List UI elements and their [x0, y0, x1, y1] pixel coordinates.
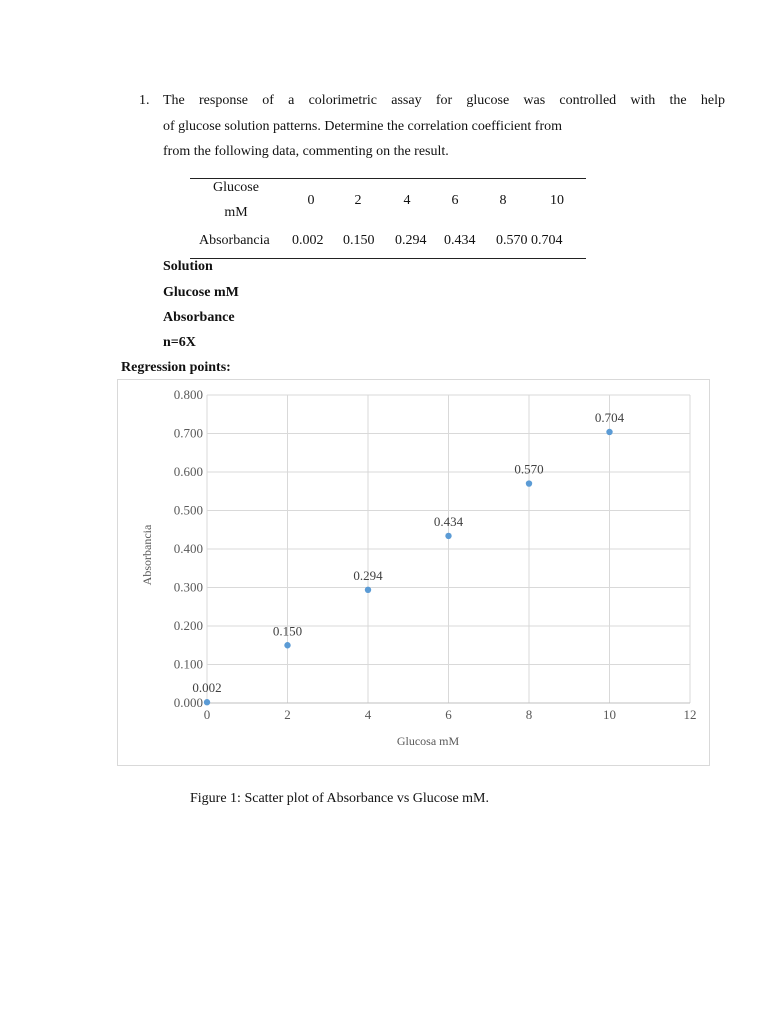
y-tick-label: 0.600 [173, 464, 203, 479]
table-cell-glucose: 4 [403, 193, 411, 208]
table-cell-glucose: 10 [550, 193, 564, 208]
y-tick-label: 0.200 [173, 618, 203, 633]
data-point [204, 699, 210, 705]
figure-caption: Figure 1: Scatter plot of Absorbance vs Glucose mM. [190, 791, 490, 806]
x-tick-label: 4 [364, 707, 372, 722]
table-cell-absorbance: 0.570 0.704 [496, 233, 563, 248]
data-label: 0.704 [594, 409, 625, 425]
x-tick-label: 6 [445, 707, 452, 722]
table-cell-absorbance: 0.150 [343, 233, 375, 248]
x-tick-label: 12 [683, 707, 697, 722]
table-cell-absorbance: 0.434 [444, 233, 476, 248]
data-label: 0.434 [433, 513, 464, 529]
data-point [365, 587, 371, 593]
y-tick-label: 0.000 [173, 695, 203, 710]
regression-heading: Regression points: [121, 360, 231, 375]
solution-heading: Solution [163, 259, 213, 274]
x-axis-title: Glucosa mM [396, 734, 460, 748]
y-tick-label: 0.800 [173, 387, 203, 402]
question-number: 1. [139, 93, 150, 108]
y-tick-label: 0.700 [173, 425, 203, 441]
data-label: 0.570 [514, 461, 544, 477]
y-axis-title: Absorbancia [140, 524, 154, 586]
x-tick-label: 8 [525, 707, 533, 722]
table-cell-glucose: 2 [354, 193, 362, 208]
y-tick-label: 0.100 [173, 656, 203, 672]
data-label: 0.150 [272, 623, 303, 639]
chart-axes [174, 387, 697, 722]
y-tick-label: 0.400 [173, 541, 203, 556]
table-row-label-mm: mM [224, 205, 248, 220]
solution-line-glucose: Glucose mM [163, 285, 239, 300]
data-label: 0.294 [353, 567, 383, 583]
question-text-line-3: from the following data, commenting on the result. [163, 144, 449, 159]
chart-points [192, 410, 624, 705]
table-row-label-absorbancia: Absorbancia [199, 233, 270, 248]
table-cell-glucose: 6 [451, 193, 459, 208]
data-point [526, 480, 532, 486]
data-label: 0.002 [192, 680, 222, 696]
table-cell-absorbance: 0.294 [395, 233, 427, 248]
data-point [284, 642, 290, 648]
x-tick-label: 10 [603, 707, 616, 722]
y-tick-label: 0.300 [173, 579, 203, 595]
y-tick-label: 0.500 [173, 502, 203, 518]
solution-line-n: n=6X [163, 335, 196, 350]
question-text-line-2: of glucose solution patterns. Determine the correlation coefficient from [163, 119, 562, 134]
data-point [606, 429, 612, 435]
table-row-label-glucose: Glucose [213, 180, 259, 195]
data-point [445, 533, 451, 539]
table-cell-absorbance: 0.002 [292, 233, 324, 248]
x-tick-label: 0 [203, 707, 211, 722]
chart-grid [207, 395, 690, 703]
table-cell-glucose: 8 [499, 193, 507, 208]
solution-line-absorbance: Absorbance [163, 310, 235, 325]
question-text-line-1: The response of a colorimetric assay for glucose was controlled with the help [163, 93, 725, 108]
table-cell-glucose: 0 [307, 193, 315, 208]
x-tick-label: 2 [284, 707, 291, 722]
